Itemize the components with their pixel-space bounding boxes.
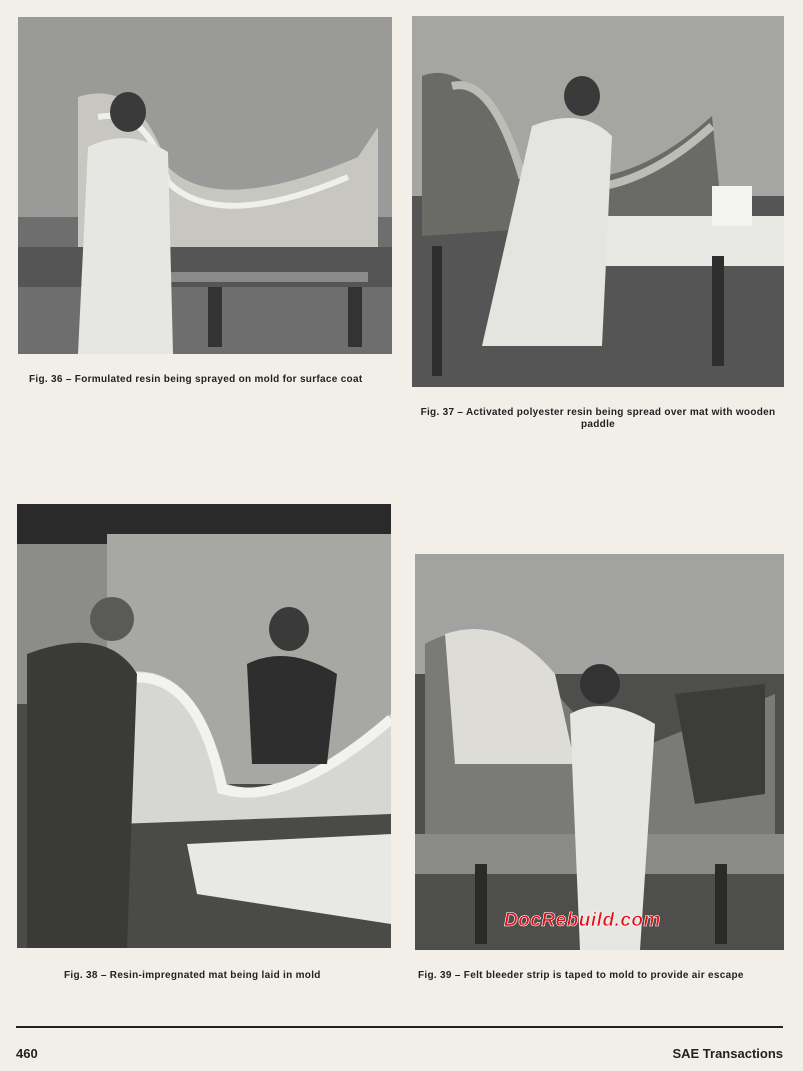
figure-37-caption (410, 407, 786, 431)
page-number: 460 (16, 1046, 38, 1061)
footer-rule (16, 1026, 783, 1028)
figure-36-caption: Fig. 36 – Formulated resin being sprayed on mold for surface coat (29, 374, 363, 385)
figure-38-caption: Fig. 38 – Resin-impregnated mat being laid in mold (64, 970, 321, 981)
figure-38-photo (17, 504, 391, 948)
figure-39-caption: Fig. 39 – Felt bleeder strip is taped to mold to provide air escape (418, 970, 744, 981)
watermark-text: DocRebuild.com (504, 910, 661, 931)
resin-spreading-photo-image (412, 16, 784, 387)
figure-36-photo (18, 17, 392, 354)
mat-laying-photo-image (17, 504, 391, 948)
figure-39-photo (415, 554, 784, 950)
journal-title: SAE Transactions (672, 1046, 783, 1061)
figure-37-photo (412, 16, 784, 387)
bleeder-strip-photo-image (415, 554, 784, 950)
figure-37-caption-line-2: paddle (580, 419, 616, 430)
resin-spray-photo-image (18, 17, 392, 354)
figure-37-caption-line-1: Fig. 37 – Activated polyester resin being spread over mat with wooden (420, 407, 776, 418)
